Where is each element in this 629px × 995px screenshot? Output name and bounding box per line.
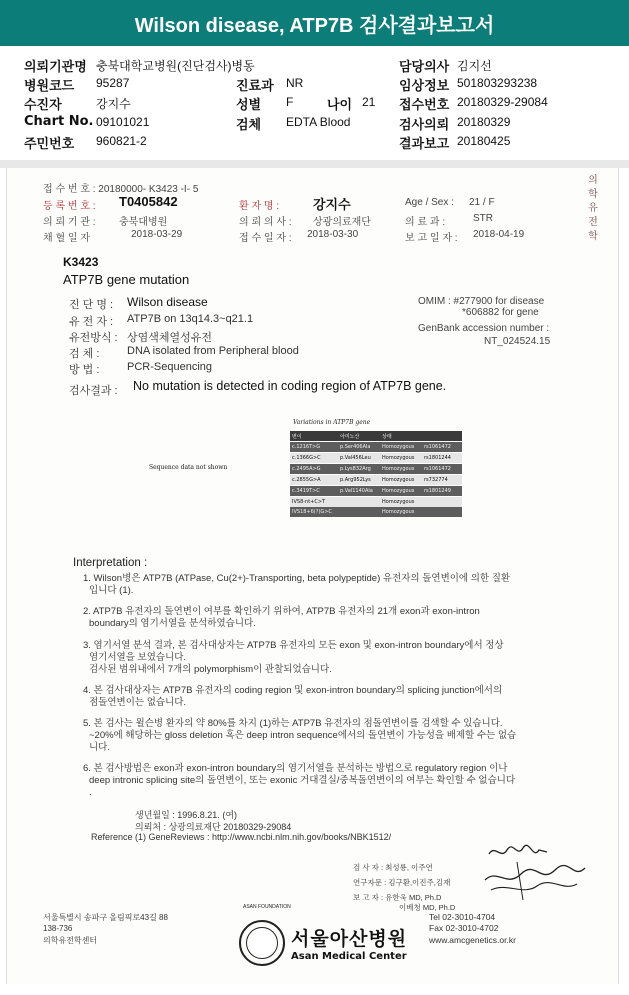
tester-line: 검 사 자 : 최성룡, 이주연 <box>353 863 433 872</box>
doc-inst-value: 충북대병원 <box>119 217 168 228</box>
doc-report-value: 2018-04-19 <box>473 229 525 240</box>
result-label: 검사결과 : <box>69 385 118 397</box>
cell: p.Val1140Ala <box>340 488 373 494</box>
header-cell: 상태 <box>382 433 392 440</box>
researcher-line: 연구자문 : 김구환,이진주,김재 <box>353 878 451 887</box>
receipt-value: 20180329-29084 <box>457 95 548 109</box>
inst-label: 의뢰기관명 <box>24 60 87 75</box>
patient-value: 강지수 <box>96 97 131 111</box>
age-label: 나이 <box>327 98 353 113</box>
interp-line: 니다. <box>89 742 110 753</box>
seal-text: ASAN FOUNDATION <box>243 904 291 910</box>
dx-label: 진 단 명 : <box>69 299 114 311</box>
reference-line: Reference (1) GeneReviews : http://www.ncbi.nlm.nih.gov/books/NBK1512/ <box>91 832 392 842</box>
cell: Homozygous <box>382 509 415 515</box>
cell: Homozygous <box>382 455 415 461</box>
cell: c.2855G>A <box>292 477 321 483</box>
agesex-label: Age / Sex : <box>405 197 454 208</box>
hospital-name-ko: 서울아산병원 <box>291 928 408 950</box>
cell: Homozygous <box>382 466 415 472</box>
address-line3: 의학유전학센터 <box>43 936 98 945</box>
interp-line: 염기서열을 보였습니다. <box>89 652 187 663</box>
requester-line: 의뢰처 : 상광의료재단 20180329-29084 <box>135 822 292 832</box>
cell: rs732774 <box>424 477 448 483</box>
report-title: Wilson disease, ATP7B 검사결과보고서 <box>0 0 629 46</box>
interp-title: Interpretation : <box>73 557 148 569</box>
header-cell: 변이 <box>292 433 302 440</box>
receive-label: 접 수 일 자 : <box>239 233 292 244</box>
reporter-line1: 보 고 자 : 유한욱 MD, Ph.D <box>353 893 442 902</box>
doctor-value: 김지선 <box>457 59 492 73</box>
table-row <box>290 442 462 452</box>
inst-value: 충북대학교병원(진단검사)병동 <box>96 59 255 73</box>
cell: p.Arg952Lys <box>340 477 371 483</box>
doc-specimen-label: 검 체 : <box>69 348 100 360</box>
cell: c.1366G>C <box>292 455 321 461</box>
doc-dept-value: STR <box>473 213 493 224</box>
receipt-label: 접수번호 <box>399 98 450 113</box>
interp-line: 6. 본 검사방법은 exon과 exon-intron boundary의 염기서열을 분석하는 방법으로 regulatory region 이나 <box>83 763 508 774</box>
cell: Homozygous <box>382 477 415 483</box>
reg-label: 등 록 번 호 : <box>43 201 96 212</box>
clinical-value: 501803293238 <box>457 76 538 90</box>
cell: rs1801244 <box>424 455 451 461</box>
variations-table <box>285 415 465 517</box>
hospital-logo <box>291 924 407 962</box>
table-row <box>290 486 462 496</box>
test-code: K3423 <box>63 255 99 269</box>
dept-value: NR <box>286 76 304 90</box>
sex-label: 성별 <box>236 98 262 113</box>
clinical-label: 임상정보 <box>399 79 450 94</box>
cell: p.Val456Leu <box>340 455 371 461</box>
table-row <box>290 464 462 474</box>
interp-line: . <box>89 787 92 798</box>
divider <box>0 160 629 168</box>
cell: rs1801249 <box>424 488 451 494</box>
reporter-line2: 이베청 MD, Ph.D <box>399 903 456 912</box>
receive-value: 2018-03-30 <box>307 229 359 240</box>
interp-line: 검사된 범위내에서 7개의 polymorphism이 관찰되었습니다. <box>89 664 332 675</box>
table-row <box>290 453 462 463</box>
doctor-label: 담당의사 <box>399 60 450 75</box>
doc-report-label: 보 고 일 자 : <box>405 233 458 244</box>
interp-line: 3. 염기서열 분석 결과, 본 검사대상자는 ATP7B 유전자의 모든 exon 및 exon-intron boundary에서 정상 <box>83 640 504 651</box>
patient-info-panel <box>0 50 629 160</box>
code-label: 병원코드 <box>24 79 75 94</box>
report-label: 결과보고 <box>399 137 450 152</box>
doc-patient-label: 환 자 명 : <box>239 201 280 212</box>
cell: Homozygous <box>382 499 415 505</box>
table-row <box>290 475 462 485</box>
omim-line2: *606882 for gene <box>462 307 539 318</box>
reg-value: T0405842 <box>119 194 178 209</box>
inherit-value: 상염색체열성유전 <box>127 332 213 344</box>
cell: IVS8-nt+C>T <box>292 499 326 505</box>
cell: p.Lys832Arg <box>340 466 371 472</box>
interp-line: 1. Wilson병은 ATP7B (ATPase, Cu(2+)-Transporting, beta polypeptide) 유전자의 돌연변이에 의한 질환 <box>83 573 511 584</box>
hospital-name-en: Asan Medical Center <box>291 951 407 962</box>
result-value: No mutation is detected in coding region of ATP7B gene. <box>133 379 447 393</box>
method-label: 방 법 : <box>69 364 100 376</box>
variations-header <box>290 431 462 441</box>
birth-line: 생년월일 : 1996.8.21. (여) <box>135 810 238 820</box>
header-cell: 아미노산 <box>340 433 360 440</box>
interp-line: ~20%에 해당하는 gloss deletion 혹은 deep intron sequence에서의 돌연변이 가능성을 배제할 수는 없습 <box>89 730 517 741</box>
report-value: 20180425 <box>457 134 511 148</box>
agesex-value: 21 / F <box>469 197 495 208</box>
interp-line: 2. ATP7B 유전자의 돌연변이 여부를 확인하기 위하여, ATP7B 유전자의 21개 exon과 exon-intron <box>83 606 480 617</box>
inherit-label: 유전방식 : <box>69 332 118 344</box>
dept-side-text: 의학유전학 <box>588 175 598 242</box>
address-line2: 138-736 <box>43 924 73 933</box>
id-label: 주민번호 <box>24 137 75 152</box>
tel-line: Tel 02-3010-4704 <box>429 912 496 922</box>
cell: c.3419T>C <box>292 488 320 494</box>
sex-value: F <box>286 95 294 109</box>
chart-value: 09101021 <box>96 115 150 129</box>
interp-line: 입니다 (1). <box>89 585 134 596</box>
doc-inst-label: 의 뢰 기 관 : <box>43 217 96 228</box>
id-value: 960821-2 <box>96 134 147 148</box>
doc-dept-label: 의 료 과 : <box>405 217 446 228</box>
doc-doctor-value: 상광의료재단 <box>313 217 371 228</box>
age-value: 21 <box>362 95 376 109</box>
method-value: PCR-Sequencing <box>127 361 212 373</box>
interp-line: 5. 본 검사는 윌슨병 환자의 약 80%를 차지 (1)하는 ATP7B 유전자의 점돌연변이를 검색할 수 있습니다. <box>83 718 503 729</box>
genbank-value: NT_024524.15 <box>484 336 551 347</box>
collect-value: 2018-03-29 <box>131 229 183 240</box>
specimen-label: 검체 <box>236 118 262 133</box>
table-row <box>290 497 462 507</box>
receipt-line: 접 수 번 호 : 20180000- K3423 -I- 5 <box>43 184 199 195</box>
test-name: ATP7B gene mutation <box>63 272 190 287</box>
asan-foundation-seal-icon <box>239 920 285 966</box>
gene-label: 유 전 자 : <box>69 316 114 328</box>
dept-label: 진료과 <box>236 79 274 94</box>
cell: c.2495A>G <box>292 466 321 472</box>
request-value: 20180329 <box>457 115 511 129</box>
collect-label: 채 혈 일 자 <box>43 233 90 244</box>
cell: rs1061472 <box>424 466 451 472</box>
dx-value: Wilson disease <box>127 295 208 309</box>
specimen-value: EDTA Blood <box>286 115 351 129</box>
cell: rs1061472 <box>424 444 451 450</box>
patient-label: 수진자 <box>24 98 62 113</box>
cell: Homozygous <box>382 444 415 450</box>
variations-caption: Variations in ATP7B gene <box>293 419 371 426</box>
cell: p.Ser406Ala <box>340 444 371 450</box>
chart-label: Chart No. <box>24 114 94 129</box>
cell: Homozygous <box>382 488 415 494</box>
interp-line: 점돌연변이는 없습니다. <box>89 697 187 708</box>
genbank-label: GenBank accession number : <box>418 323 550 334</box>
scanned-report <box>6 168 619 984</box>
request-label: 검사의뢰 <box>399 118 450 133</box>
gene-value: ATP7B on 13q14.3~q21.1 <box>127 313 254 325</box>
cell: c.1216T>G <box>292 444 321 450</box>
cell: IVS18+6(?)G>C <box>292 509 332 515</box>
interp-line: boundary의 염기서열을 분석하였습니다. <box>89 618 256 629</box>
fax-line: Fax 02-3010-4702 <box>429 923 499 933</box>
interp-line: deep intronic splicing site의 돌연변이, 또는 exonic 거대결실/중복돌연변이의 여부는 확인할 수 없습니다 <box>89 775 516 786</box>
signature-image <box>477 840 592 910</box>
table-row <box>290 507 462 517</box>
doc-patient-value: 강지수 <box>313 197 351 212</box>
omim-line1: OMIM : #277900 for disease <box>418 296 545 307</box>
interp-line: 4. 본 검사대상자는 ATP7B 유전자의 coding region 및 exon-intron boundary의 splicing junction에서의 <box>83 685 503 696</box>
doc-specimen-value: DNA isolated from Peripheral blood <box>127 345 299 357</box>
sequence-note: Sequence data not shown <box>149 464 228 471</box>
web-line: www.amcgenetics.or.kr <box>429 935 516 945</box>
code-value: 95287 <box>96 76 130 90</box>
address-line1: 서울특별시 송파구 올림픽로43길 88 <box>43 913 168 922</box>
doc-doctor-label: 의 뢰 의 사 : <box>239 217 292 228</box>
